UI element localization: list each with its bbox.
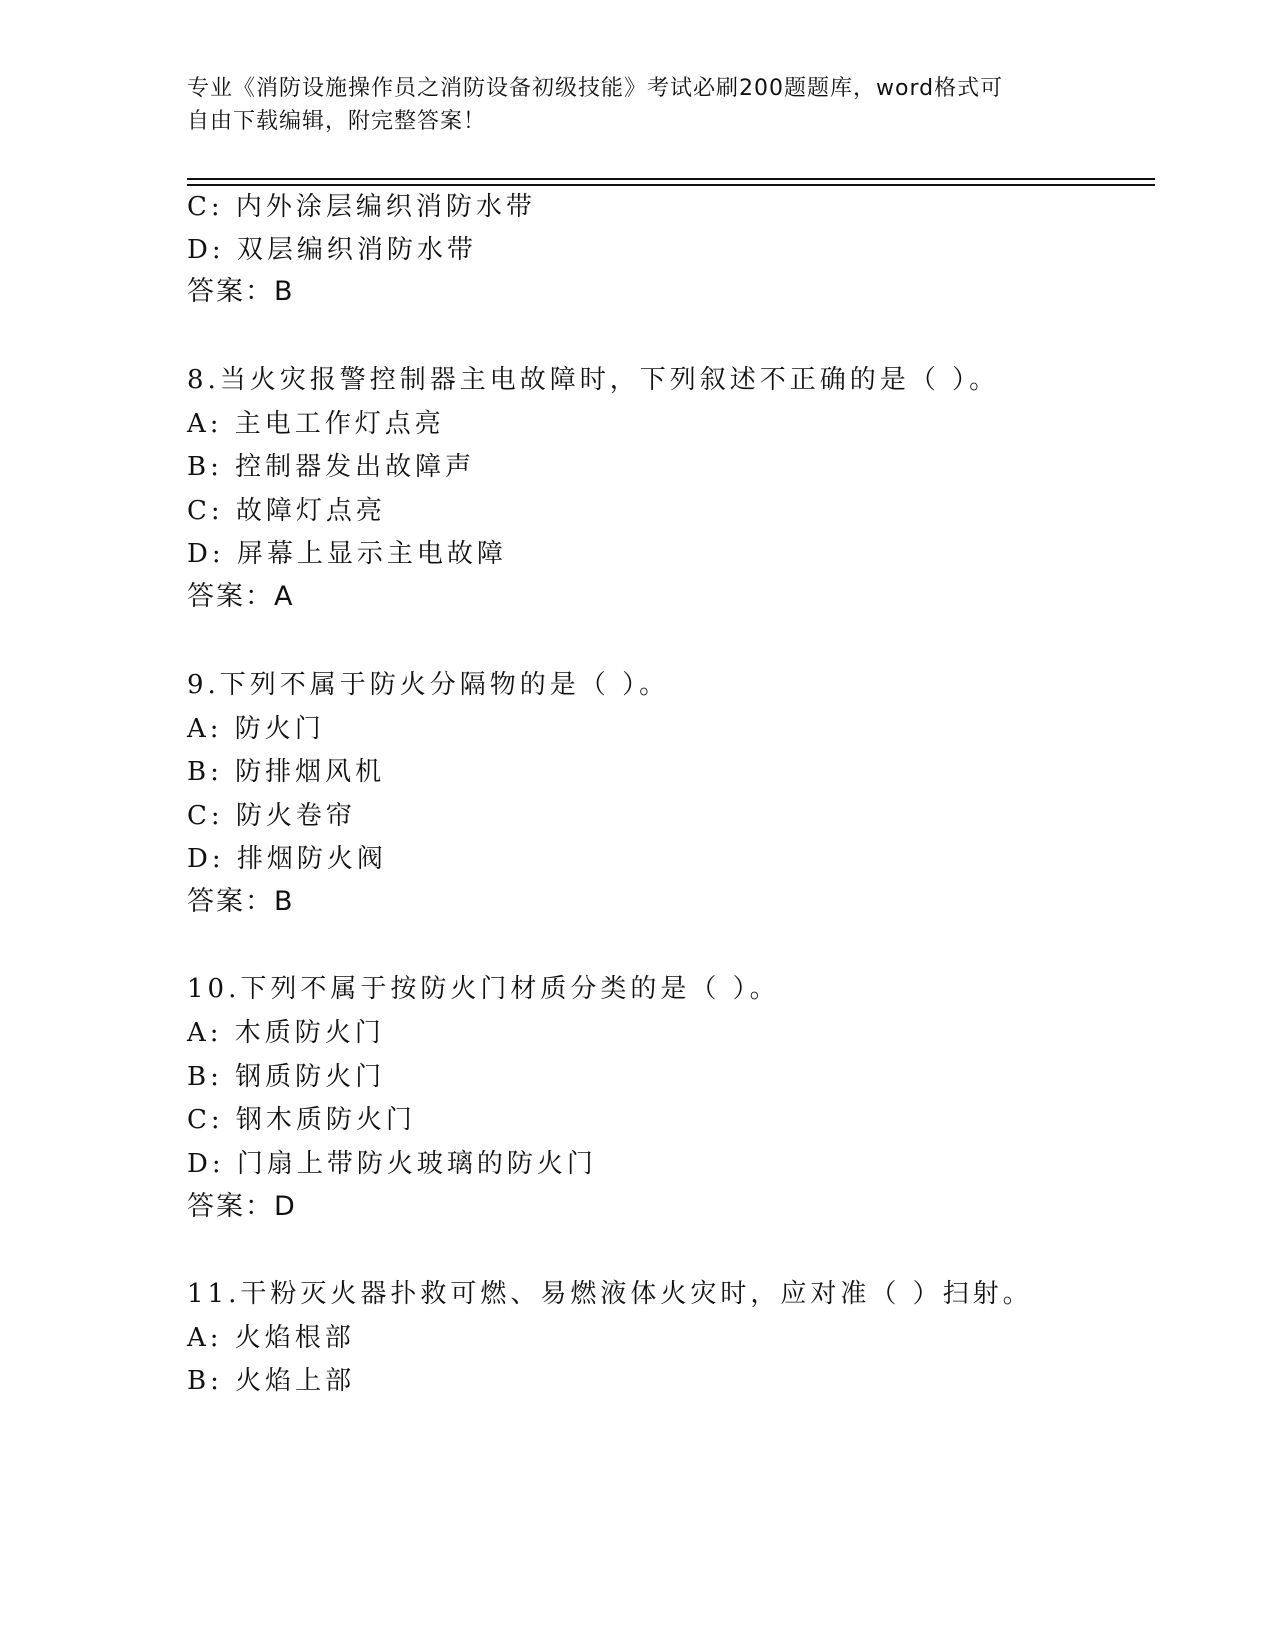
question-9: 9.下列不属于防火分隔物的是（ ）。 <box>187 670 670 700</box>
answer-q10: 答案：D <box>187 1191 297 1222</box>
answer-q8: 答案：A <box>187 581 295 612</box>
option-c-q9: C: 防火卷帘 <box>187 801 356 831</box>
answer-q9: 答案：B <box>187 886 295 917</box>
option-d-q9: D: 排烟防火阀 <box>187 844 387 874</box>
header-divider-top <box>187 178 1155 180</box>
option-d-q8: D: 屏幕上显示主电故障 <box>187 539 507 569</box>
option-b-q8: B: 控制器发出故障声 <box>187 452 476 482</box>
option-d-q7: D: 双层编织消防水带 <box>187 235 477 265</box>
option-c-q8: C: 故障灯点亮 <box>187 496 386 526</box>
option-c-q7: C: 内外涂层编织消防水带 <box>187 192 536 222</box>
answer-q7: 答案：B <box>187 276 295 307</box>
option-a-q9: A: 防火门 <box>187 714 325 744</box>
header-line-2: 自由下载编辑，附完整答案！ <box>187 109 487 134</box>
option-d-q10: D: 门扇上带防火玻璃的防火门 <box>187 1149 597 1179</box>
option-b-q9: B: 防排烟风机 <box>187 757 386 787</box>
option-b-q10: B: 钢质防火门 <box>187 1062 386 1092</box>
option-a-q8: A: 主电工作灯点亮 <box>187 409 445 439</box>
option-a-q10: A: 木质防火门 <box>187 1018 385 1048</box>
header-divider-bottom <box>187 184 1155 186</box>
document-header <box>187 72 1067 138</box>
header-line-1: 专业《消防设施操作员之消防设备初级技能》考试必刷200题题库，word格式可 <box>187 76 1004 101</box>
option-b-q11: B: 火焰上部 <box>187 1366 356 1396</box>
question-8: 8.当火灾报警控制器主电故障时，下列叙述不正确的是（ ）。 <box>187 365 1000 395</box>
question-10: 10.下列不属于按防火门材质分类的是（ ）。 <box>187 974 780 1004</box>
option-a-q11: A: 火焰根部 <box>187 1323 355 1353</box>
option-c-q10: C: 钢木质防火门 <box>187 1105 416 1135</box>
question-11: 11.干粉灭火器扑救可燃、易燃液体火灾时，应对准（ ）扫射。 <box>187 1279 1033 1309</box>
